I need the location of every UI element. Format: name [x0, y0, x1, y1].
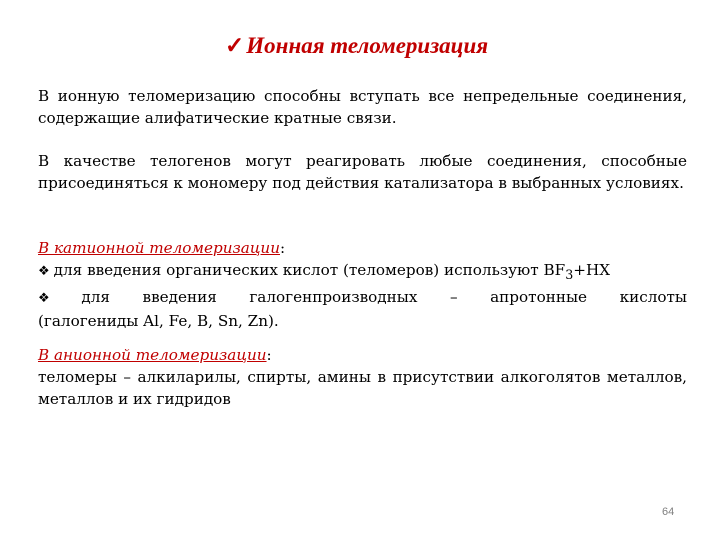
cationic-bullet-1 — [38, 259, 687, 286]
cationic-heading-line — [38, 237, 687, 259]
cationic-colon: : — [279, 239, 286, 257]
section-cationic — [38, 237, 687, 332]
diamond-bullet-icon: ❖ — [38, 264, 50, 279]
paragraph-intro: В ионную теломеризацию способны вступать все непредельные соединения, содержащие алифатические кратные связи. — [38, 87, 687, 127]
title-text: Ионная теломеризация — [246, 33, 489, 58]
anionic-heading: В анионной теломеризации — [38, 346, 267, 364]
cationic-bullet-2 — [38, 286, 687, 310]
bullet1-text: для введения органических кислот (теломеров) используют BF — [53, 261, 566, 279]
section-anionic — [38, 344, 687, 410]
paragraph-telogens: В качестве телогенов могут реагировать любые соединения, способные присоединяться к мономеру под действия катализатора в выбранных условиях. — [38, 152, 687, 192]
bullet2-line2: (галогениды Al, Fe, B, Sn, Zn). — [38, 312, 279, 331]
slide-title — [225, 32, 585, 60]
anionic-text: теломеры – алкиларилы, спирты, амины в присутствии алкоголятов металлов, металлов и их гидридов — [38, 368, 687, 408]
checkmark-icon: ✓ — [225, 33, 245, 58]
bullet2-line1: для введения галогенпроизводных – апротонные кислоты — [81, 288, 688, 307]
bullet1-tail: +HX — [573, 261, 611, 279]
diamond-bullet-icon: ❖ — [38, 291, 78, 307]
page-number: 64 — [662, 506, 675, 518]
bullet1-subscript: 3 — [565, 267, 574, 283]
anionic-colon: : — [266, 346, 272, 364]
cationic-heading: В катионной теломеризации — [38, 239, 280, 257]
anionic-heading-line — [38, 344, 687, 366]
